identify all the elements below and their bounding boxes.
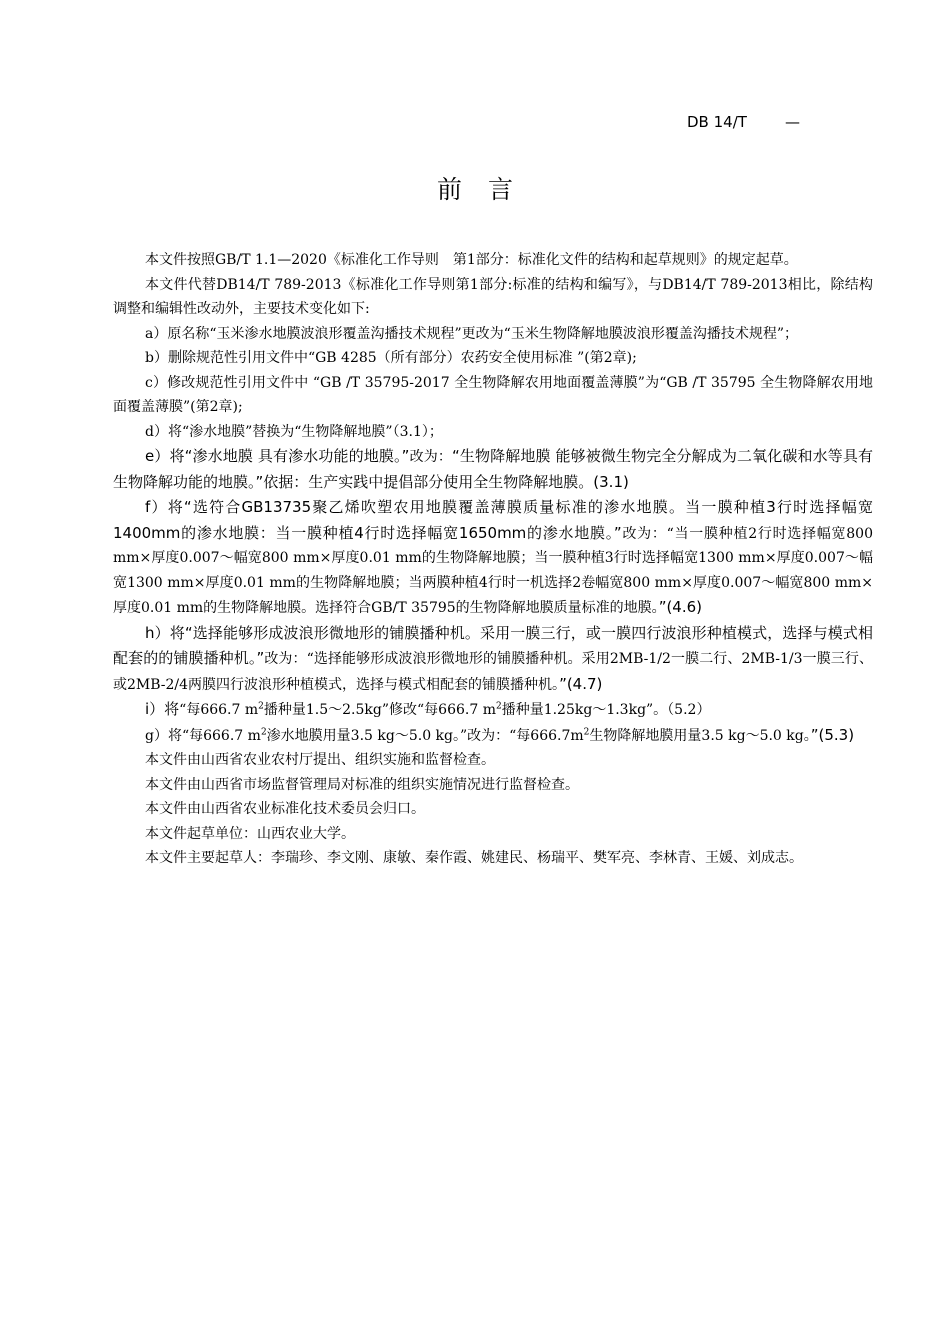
change-item-h <box>113 621 873 698</box>
change-item-a: a）原名称“玉米渗水地膜波浪形覆盖沟播技术规程”更改为“玉米生物降解地膜波浪形覆盖沟播技术规程”； <box>145 325 798 342</box>
change-item-e <box>113 444 873 495</box>
page-title: 前言 <box>436 175 539 204</box>
change-item-g-part2: 渗水地膜用量3.5 kg～5.0 kg。”改为：“每666.7m <box>266 727 584 744</box>
standard-code: DB 14/T — <box>687 113 801 131</box>
paragraph-drafters: 本文件主要起草人：李瑞珍、李文刚、康敏、秦作霞、姚建民、杨瑞平、樊军亮、李林青、王媛、刘成志。 <box>145 850 803 866</box>
change-item-i-part1: “每666.7 m <box>179 702 259 718</box>
change-item-g <box>113 723 873 749</box>
superscript: 2 <box>495 701 502 712</box>
change-item-i-part2: 播种量1.5～2.5kg”修改“每666.7 m <box>263 702 496 718</box>
change-item-d: d）将“渗水地膜”替换为“生物降解地膜”（3.1）； <box>145 423 443 440</box>
change-item-f <box>113 495 873 621</box>
paragraph-drafting-unit: 本文件起草单位：山西农业大学。 <box>145 825 355 842</box>
change-item-b: b）删除规范性引用文件中“GB 4285（所有部分）农药安全使用标准 ”(第2章); <box>145 350 637 366</box>
change-item-i-part3: 播种量1.25kg～1.3kg”。（5.2） <box>501 702 711 718</box>
superscript: 2 <box>583 726 590 737</box>
superscript: 2 <box>258 701 264 712</box>
change-item-f-ref: ”(4.6) <box>658 598 703 616</box>
change-item-h-new: 改为：“选择能够形成波浪形微地形的铺膜播种机。采用2MB-1/2一膜二行、2MB-1/3一膜三行、或2MB-2/4两膜四行波浪形种植模式，选择与模式相配套的铺膜播种机。 <box>113 651 873 693</box>
change-item-f-new: 改为：“当一膜种植2行时选择幅宽800 mm×厚度0.007～幅宽800 mm×厚度0.01 mm的生物降解地膜；当一膜种植3行时选择幅宽1300 mm×厚度0.007～幅宽1300 mm×厚度0.01 mm的生物降解地膜；当两膜种植4行时一机选择2卷幅宽800 mm×厚度0.007～幅宽800 mm×厚度0.01 mm的生物降解地膜。选择符合GB/T 35795的生物降解地膜质量标准的地膜。 <box>113 525 873 616</box>
change-item-e-original: e）将“渗水地膜 具有渗水功能的地膜。” <box>145 447 410 465</box>
paragraph-replacement: 本文件代替DB14/T 789-2013《标准化工作导则第1部分:标准的结构和编写》，与DB14/T 789-2013相比，除结构调整和编辑性改动外，主要技术变化如下: <box>113 276 873 317</box>
superscript: 2 <box>260 726 267 737</box>
change-item-e-changed: 改为： <box>409 449 452 465</box>
change-item-h-original: h）将“选择能够形成波浪形微地形的铺膜播种机。采用一膜三行，或一膜四行波浪形种植模式，选择与模式相配套的的铺膜播种机。” <box>113 623 873 667</box>
paragraph-supervisor: 本文件由山西省市场监督管理局对标准的组织实施情况进行监督检查。 <box>145 776 579 793</box>
change-item-c: c）修改规范性引用文件中 “GB /T 35795-2017 全生物降解农用地面覆盖薄膜”为“GB /T 35795 全生物降解农用地面覆盖薄膜”(第2章); <box>113 374 873 415</box>
change-item-e-new: “生物降解地膜 能够被微生物完全分解成为二氧化碳和水等具有生物降解功能的地膜。”依据：生产实践中提倡部分使用全生物降解地膜。(3.1) <box>113 447 874 491</box>
change-item-g-part3: 生物降解地膜用量3.5 kg～5.0 kg。 <box>589 727 811 744</box>
change-item-g-ref: ”(5.3) <box>810 725 855 744</box>
paragraph-committee: 本文件由山西省农业标准化技术委员会归口。 <box>145 801 425 817</box>
change-item-i <box>113 697 873 723</box>
change-item-g-part1: g）将“每666.7 m <box>145 727 261 744</box>
change-item-f-original: f）将“选符合GB13735聚乙烯吹塑农用地膜覆盖薄膜质量标准的渗水地膜。当一膜种植3行时选择幅宽1400mm的渗水地膜：当一膜种植4行时选择幅宽1650mm的渗水地膜。” <box>113 498 873 542</box>
paragraph-proposer: 本文件由山西省农业农村厅提出、组织实施和监督检查。 <box>145 752 495 768</box>
document-body <box>113 248 873 871</box>
change-item-h-ref: ”(4.7) <box>559 674 603 693</box>
paragraph-basis: 本文件按照GB/T 1.1—2020《标准化工作导则 第1部分：标准化文件的结构和起草规则》的规定起草。 <box>145 252 798 268</box>
change-item-i-label: i）将 <box>145 700 180 718</box>
